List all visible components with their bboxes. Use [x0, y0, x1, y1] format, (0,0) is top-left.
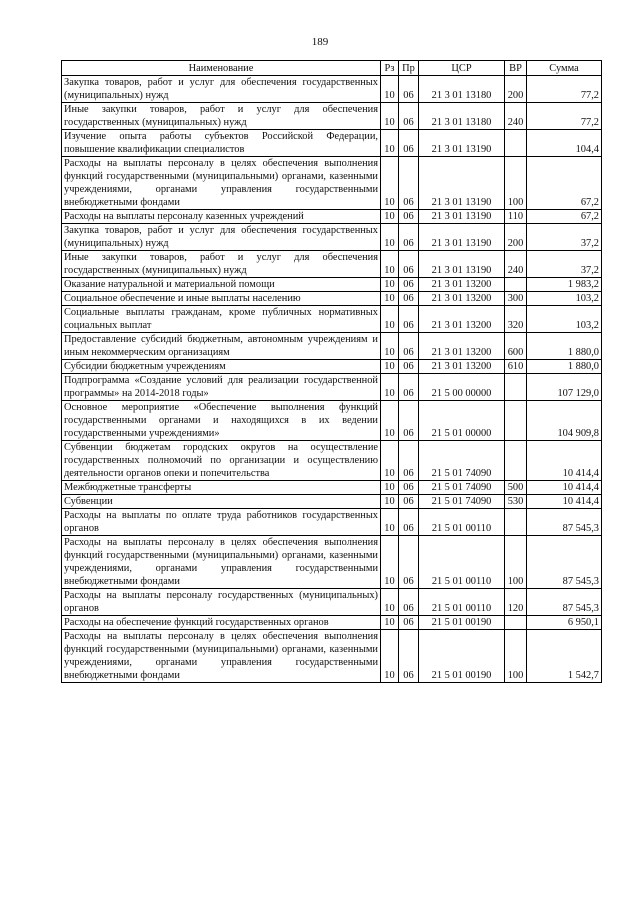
cell-pr: 06: [399, 292, 419, 306]
cell-rz: 10: [381, 76, 399, 103]
cell-name: Иные закупки товаров, работ и услуг для обеспечения государственных (муниципальных) нужд: [62, 251, 381, 278]
cell-pr: 06: [399, 616, 419, 630]
cell-name: Закупка товаров, работ и услуг для обеспечения государственных (муниципальных) нужд: [62, 224, 381, 251]
table-row: [62, 251, 602, 278]
table-row: [62, 616, 602, 630]
cell-name: Субвенции бюджетам городских округов на осуществление государственных полномочий по организации и осуществлению деятельности органов опеки и попечительства: [62, 441, 381, 481]
cell-rz: 10: [381, 374, 399, 401]
budget-table: [61, 60, 602, 683]
cell-sum: 67,2: [527, 157, 602, 210]
cell-name: Расходы на выплаты персоналу в целях обеспечения выполнения функций государственными (муниципальными) органами, казенными учреждениями, органами управления государственными внебюджетными фондами: [62, 157, 381, 210]
cell-sum: 87 545,3: [527, 536, 602, 589]
table-row: [62, 210, 602, 224]
cell-csr: 21 5 01 74090: [419, 441, 505, 481]
cell-sum: 10 414,4: [527, 441, 602, 481]
table-row: [62, 536, 602, 589]
cell-vr: 100: [505, 536, 527, 589]
cell-pr: 06: [399, 251, 419, 278]
cell-pr: 06: [399, 589, 419, 616]
cell-vr: 240: [505, 251, 527, 278]
cell-sum: 103,2: [527, 292, 602, 306]
cell-vr: 610: [505, 360, 527, 374]
cell-pr: 06: [399, 333, 419, 360]
cell-name: Основное мероприятие «Обеспечение выполнения функций государственными органами и находящихся в их ведении государственными учреждениями»: [62, 401, 381, 441]
cell-csr: 21 3 01 13200: [419, 292, 505, 306]
cell-rz: 10: [381, 481, 399, 495]
cell-vr: [505, 374, 527, 401]
cell-sum: 6 950,1: [527, 616, 602, 630]
table-row: [62, 333, 602, 360]
table-row: [62, 630, 602, 683]
cell-rz: 10: [381, 103, 399, 130]
cell-rz: 10: [381, 306, 399, 333]
cell-rz: 10: [381, 536, 399, 589]
cell-name: Предоставление субсидий бюджетным, автономным учреждениям и иным некоммерческим организациям: [62, 333, 381, 360]
cell-sum: 1 983,2: [527, 278, 602, 292]
cell-sum: 1 880,0: [527, 360, 602, 374]
cell-pr: 06: [399, 130, 419, 157]
cell-csr: 21 3 01 13190: [419, 224, 505, 251]
cell-sum: 107 129,0: [527, 374, 602, 401]
cell-name: Оказание натуральной и материальной помощи: [62, 278, 381, 292]
cell-vr: [505, 130, 527, 157]
cell-pr: 06: [399, 306, 419, 333]
header-csr: ЦСР: [419, 61, 505, 76]
cell-csr: 21 5 01 74090: [419, 495, 505, 509]
cell-csr: 21 3 01 13200: [419, 278, 505, 292]
cell-pr: 06: [399, 103, 419, 130]
cell-rz: 10: [381, 130, 399, 157]
cell-pr: 06: [399, 360, 419, 374]
cell-vr: 120: [505, 589, 527, 616]
header-pr: Пр: [399, 61, 419, 76]
cell-pr: 06: [399, 630, 419, 683]
cell-pr: 06: [399, 224, 419, 251]
cell-rz: 10: [381, 292, 399, 306]
cell-pr: 06: [399, 157, 419, 210]
cell-pr: 06: [399, 210, 419, 224]
cell-sum: 77,2: [527, 76, 602, 103]
cell-csr: 21 3 01 13200: [419, 306, 505, 333]
cell-sum: 10 414,4: [527, 495, 602, 509]
cell-sum: 1 542,7: [527, 630, 602, 683]
cell-pr: 06: [399, 441, 419, 481]
cell-name: Иные закупки товаров, работ и услуг для обеспечения государственных (муниципальных) нужд: [62, 103, 381, 130]
cell-name: Расходы на выплаты персоналу казенных учреждений: [62, 210, 381, 224]
cell-rz: 10: [381, 157, 399, 210]
table-row: [62, 495, 602, 509]
cell-csr: 21 5 01 00000: [419, 401, 505, 441]
cell-name: Социальное обеспечение и иные выплаты населению: [62, 292, 381, 306]
cell-csr: 21 3 01 13190: [419, 157, 505, 210]
table-row: [62, 292, 602, 306]
cell-rz: 10: [381, 401, 399, 441]
cell-sum: 37,2: [527, 251, 602, 278]
cell-sum: 87 545,3: [527, 509, 602, 536]
cell-pr: 06: [399, 401, 419, 441]
cell-sum: 1 880,0: [527, 333, 602, 360]
cell-vr: 500: [505, 481, 527, 495]
cell-rz: 10: [381, 589, 399, 616]
cell-pr: 06: [399, 374, 419, 401]
cell-vr: [505, 616, 527, 630]
cell-name: Расходы на обеспечение функций государственных органов: [62, 616, 381, 630]
cell-pr: 06: [399, 278, 419, 292]
cell-vr: 110: [505, 210, 527, 224]
cell-vr: [505, 441, 527, 481]
cell-csr: 21 5 01 74090: [419, 481, 505, 495]
page-number: 189: [311, 36, 329, 48]
cell-vr: 200: [505, 76, 527, 103]
table-row: [62, 589, 602, 616]
cell-csr: 21 5 01 00190: [419, 616, 505, 630]
cell-sum: 67,2: [527, 210, 602, 224]
cell-rz: 10: [381, 630, 399, 683]
cell-name: Подпрограмма «Создание условий для реализации государственной программы» на 2014-2018 годы»: [62, 374, 381, 401]
cell-sum: 104 909,8: [527, 401, 602, 441]
cell-name: Субвенции: [62, 495, 381, 509]
cell-rz: 10: [381, 441, 399, 481]
cell-sum: 87 545,3: [527, 589, 602, 616]
cell-rz: 10: [381, 224, 399, 251]
table-row: [62, 401, 602, 441]
cell-rz: 10: [381, 616, 399, 630]
cell-vr: 240: [505, 103, 527, 130]
cell-csr: 21 3 01 13200: [419, 333, 505, 360]
cell-name: Изучение опыта работы субъектов Российской Федерации, повышение квалификации специалистов: [62, 130, 381, 157]
cell-name: Расходы на выплаты персоналу государственных (муниципальных) органов: [62, 589, 381, 616]
cell-vr: 600: [505, 333, 527, 360]
cell-rz: 10: [381, 509, 399, 536]
cell-pr: 06: [399, 76, 419, 103]
cell-name: Социальные выплаты гражданам, кроме публичных нормативных социальных выплат: [62, 306, 381, 333]
table-row: [62, 103, 602, 130]
table-header-row: [62, 61, 602, 76]
cell-csr: 21 3 01 13180: [419, 103, 505, 130]
table-row: [62, 374, 602, 401]
cell-csr: 21 5 01 00110: [419, 509, 505, 536]
table-row: [62, 509, 602, 536]
cell-rz: 10: [381, 251, 399, 278]
header-sum: Сумма: [527, 61, 602, 76]
cell-pr: 06: [399, 495, 419, 509]
cell-csr: 21 5 00 00000: [419, 374, 505, 401]
table-row: [62, 360, 602, 374]
cell-vr: 100: [505, 157, 527, 210]
cell-sum: 103,2: [527, 306, 602, 333]
cell-sum: 37,2: [527, 224, 602, 251]
cell-csr: 21 3 01 13190: [419, 210, 505, 224]
cell-csr: 21 3 01 13190: [419, 130, 505, 157]
table-row: [62, 481, 602, 495]
table-row: [62, 278, 602, 292]
cell-sum: 10 414,4: [527, 481, 602, 495]
table-row: [62, 224, 602, 251]
cell-name: Расходы на выплаты по оплате труда работников государственных органов: [62, 509, 381, 536]
cell-name: Закупка товаров, работ и услуг для обеспечения государственных (муниципальных) нужд: [62, 76, 381, 103]
table-row: [62, 157, 602, 210]
cell-pr: 06: [399, 481, 419, 495]
cell-csr: 21 5 01 00110: [419, 536, 505, 589]
cell-rz: 10: [381, 360, 399, 374]
header-rz: Рз: [381, 61, 399, 76]
cell-vr: 300: [505, 292, 527, 306]
table-row: [62, 130, 602, 157]
cell-name: Расходы на выплаты персоналу в целях обеспечения выполнения функций государственными (муниципальными) органами, казенными учреждениями, органами управления государственными внебюджетными фондами: [62, 630, 381, 683]
cell-pr: 06: [399, 509, 419, 536]
cell-vr: [505, 509, 527, 536]
cell-vr: [505, 401, 527, 441]
cell-vr: 200: [505, 224, 527, 251]
cell-name: Расходы на выплаты персоналу в целях обеспечения выполнения функций государственными (муниципальными) органами, казенными учреждениями, органами управления государственными внебюджетными фондами: [62, 536, 381, 589]
cell-csr: 21 3 01 13180: [419, 76, 505, 103]
cell-csr: 21 5 01 00190: [419, 630, 505, 683]
cell-sum: 104,4: [527, 130, 602, 157]
table-row: [62, 76, 602, 103]
cell-pr: 06: [399, 536, 419, 589]
cell-vr: 320: [505, 306, 527, 333]
cell-rz: 10: [381, 495, 399, 509]
cell-rz: 10: [381, 210, 399, 224]
table-row: [62, 441, 602, 481]
cell-vr: 100: [505, 630, 527, 683]
cell-sum: 77,2: [527, 103, 602, 130]
cell-csr: 21 5 01 00110: [419, 589, 505, 616]
cell-vr: 530: [505, 495, 527, 509]
cell-name: Межбюджетные трансферты: [62, 481, 381, 495]
header-name: Наименование: [62, 61, 381, 76]
cell-rz: 10: [381, 278, 399, 292]
cell-vr: [505, 278, 527, 292]
table-row: [62, 306, 602, 333]
cell-name: Субсидии бюджетным учреждениям: [62, 360, 381, 374]
cell-rz: 10: [381, 333, 399, 360]
cell-csr: 21 3 01 13200: [419, 360, 505, 374]
cell-csr: 21 3 01 13190: [419, 251, 505, 278]
header-vr: ВР: [505, 61, 527, 76]
